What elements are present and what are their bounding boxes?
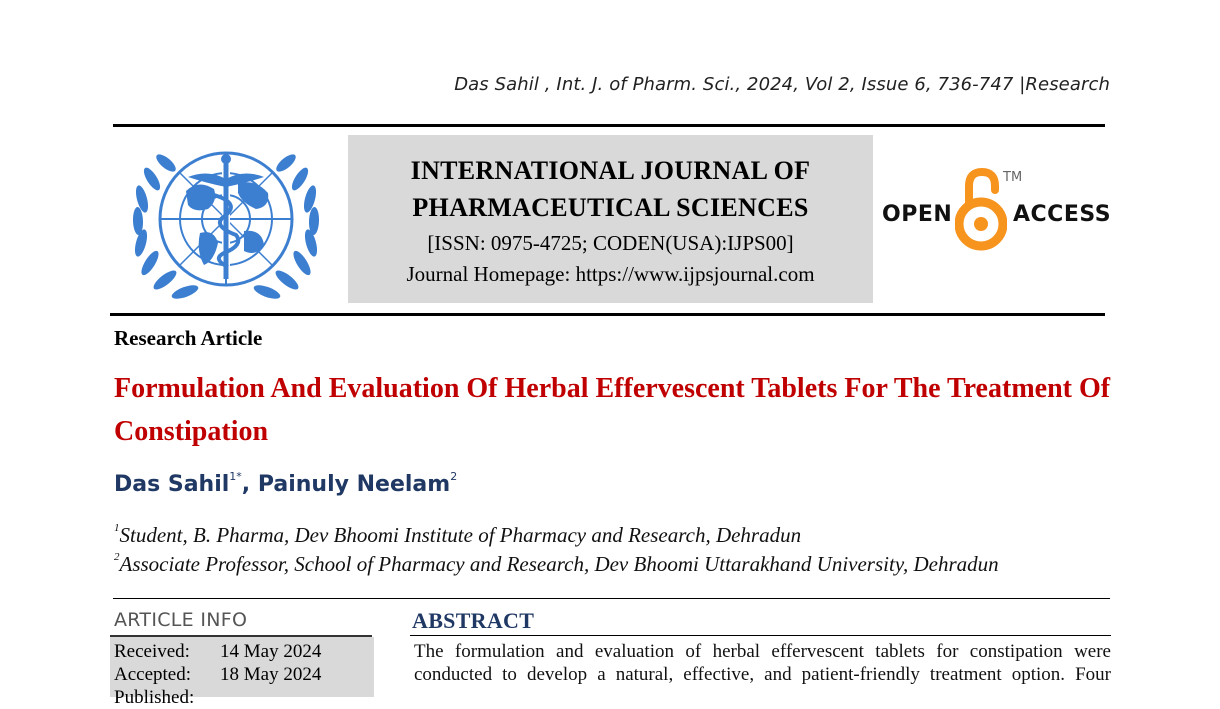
affiliation-1-sup: 1 xyxy=(114,522,120,534)
open-access-open-text: OPEN xyxy=(882,202,953,227)
accepted-label: Accepted: xyxy=(114,664,192,685)
affiliation-1-text: Student, B. Pharma, Dev Bhoomi Institute of Pharmacy and Research, Dehradun xyxy=(119,523,802,547)
author-2-sup: 2 xyxy=(450,470,458,483)
received-label: Received: xyxy=(114,641,190,662)
abstract-heading: ABSTRACT xyxy=(412,608,535,633)
published-label: Published: xyxy=(114,687,195,708)
accepted-value: 18 May 2024 xyxy=(220,664,322,685)
affiliation-1 xyxy=(114,523,801,548)
journal-emblem-logo xyxy=(128,139,324,305)
received-value: 14 May 2024 xyxy=(220,641,322,662)
open-access-tm: TM xyxy=(1003,170,1023,185)
article-type: Research Article xyxy=(114,326,263,350)
journal-issn: [ISSN: 0975-4725; CODEN(USA):IJPS00] xyxy=(427,231,794,255)
author-separator: , xyxy=(241,472,258,497)
section-divider xyxy=(113,598,1110,599)
author-1[interactable]: Das Sahil xyxy=(114,472,230,497)
journal-title xyxy=(348,152,873,226)
abstract-rule xyxy=(410,635,1111,636)
accepted-row xyxy=(114,664,321,686)
journal-info-box xyxy=(348,135,873,303)
open-access-lock-icon xyxy=(955,166,1007,252)
author-2[interactable]: Painuly Neelam xyxy=(257,472,451,497)
authors xyxy=(114,472,457,497)
published-row xyxy=(114,687,220,709)
journal-homepage-link[interactable]: Journal Homepage: https://www.ijpsjournal.com xyxy=(406,262,815,286)
journal-title-line1: INTERNATIONAL JOURNAL OF xyxy=(410,156,811,185)
article-info-heading: ARTICLE INFO xyxy=(114,609,248,631)
affiliation-2-text: Associate Professor, School of Pharmacy and Research, Dev Bhoomi Uttarakhand University, Dehradun xyxy=(119,552,999,576)
affiliation-2-sup: 2 xyxy=(114,551,120,563)
author-1-sup: 1* xyxy=(229,470,242,483)
header-top-rule xyxy=(113,124,1105,127)
open-access-access-text: ACCESS xyxy=(1013,202,1112,227)
header-bottom-rule xyxy=(110,313,1105,316)
affiliation-2 xyxy=(114,552,999,577)
journal-title-line2: PHARMACEUTICAL SCIENCES xyxy=(412,193,809,222)
article-title: Formulation And Evaluation Of Herbal Effervescent Tablets For The Treatment Of Constipation xyxy=(114,373,1111,447)
abstract-line-1: The formulation and evaluation of herbal effervescent tablets for constipation were xyxy=(414,641,1111,662)
abstract-line-2: conducted to develop a natural, effective, and patient-friendly treatment option. Four xyxy=(414,664,1111,685)
received-row xyxy=(114,641,321,663)
running-head: Das Sahil , Int. J. of Pharm. Sci., 2024, Vol 2, Issue 6, 736-747 |Research xyxy=(454,74,1110,95)
abstract-text xyxy=(414,640,1111,686)
